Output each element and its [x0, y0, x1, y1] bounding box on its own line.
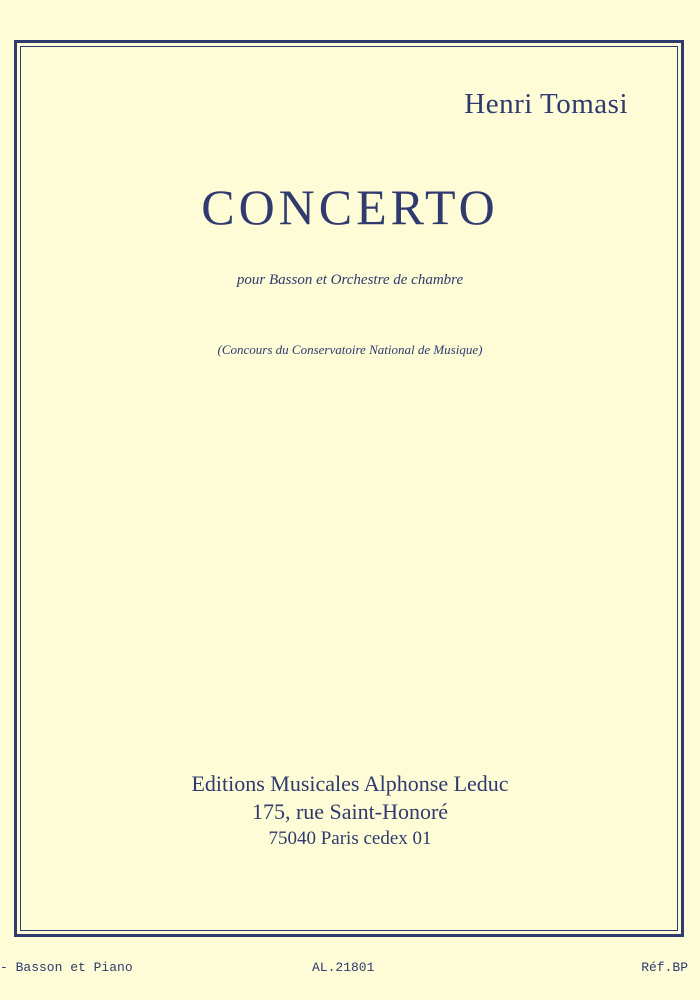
composer-name: Henri Tomasi	[464, 88, 628, 120]
competition-note: (Concours du Conservatoire National de Musique)	[217, 342, 483, 357]
publisher-city: 75040 Paris cedex 01	[268, 828, 432, 849]
publisher-block	[0, 770, 700, 852]
publisher-name: Editions Musicales Alphonse Leduc	[191, 771, 509, 796]
footer-catalog-number: AL.21801	[312, 960, 375, 975]
page-title: CONCERTO	[201, 179, 499, 235]
publisher-street: 175, rue Saint-Honoré	[251, 799, 449, 824]
footer-reference: Réf.BP	[641, 960, 688, 975]
footer-instrumentation: - Basson et Piano	[0, 960, 133, 975]
subtitle: pour Basson et Orchestre de chambre	[236, 272, 464, 288]
